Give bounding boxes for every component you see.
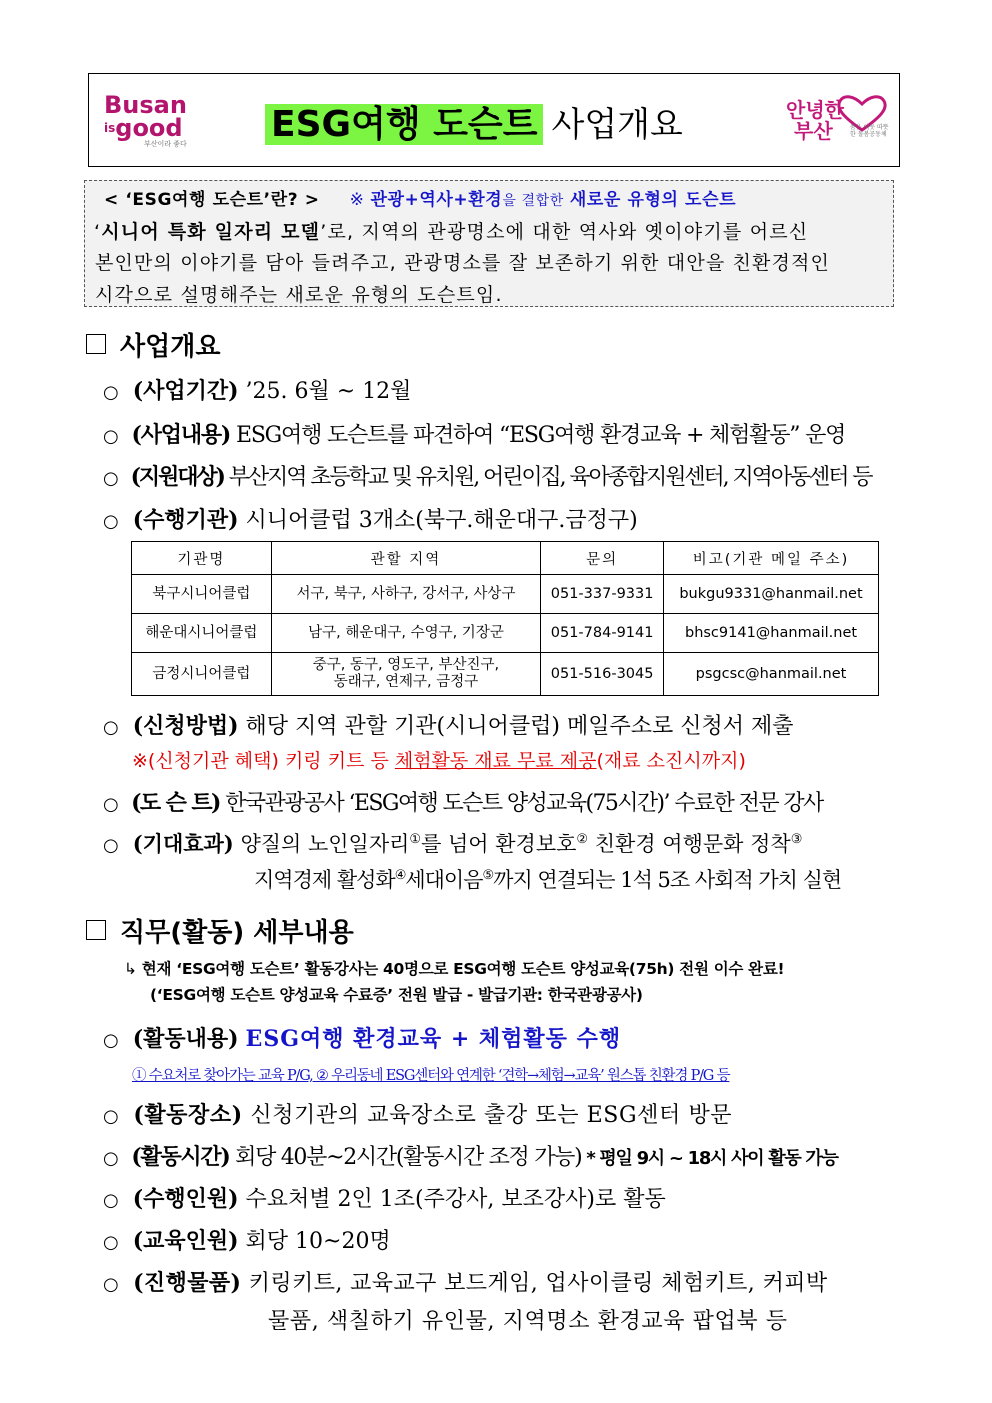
item-activity: ○ (활동내용) ESG여행 환경교육 + 체험활동 수행 — [103, 1026, 622, 1052]
cell-area: 중구, 동구, 영도구, 부산진구, 동래구, 연제구, 금정구 — [271, 653, 540, 696]
logo-tagline: 부산이라 좋다 — [144, 140, 187, 148]
cell-name: 금정시니어클럽 — [132, 653, 272, 696]
item-place: ○ (활동장소) 신청기관의 교육장소로 출강 또는 ESG센터 방문 — [103, 1102, 733, 1128]
instructor-note-1: ↳ 현재 ‘ESG여행 도슨트’ 활동강사는 40명으로 ESG여행 도슨트 양성교육(75h) 전원 이수 완료! — [124, 960, 785, 978]
intro-heading-line: < ‘ESG여행 도슨트’란? > ※ 관광+역사+환경을 결합한 새로운 유형의 도슨트 — [104, 190, 737, 210]
item-time: ○ (활동시간) 회당 40분~2시간(활동시간 조정 가능) * 평일 9시 ~ 18시 사이 활동 가능 — [103, 1144, 838, 1170]
item-target: ○ (지원대상) 부산지역 초등학교 및 유치원, 어린이집, 육아종합지원센터, 지역아동센터 등 — [103, 464, 872, 490]
page-title — [265, 96, 683, 147]
annyeonghan-busan-logo — [786, 96, 896, 156]
checkbox-square-icon — [86, 920, 106, 940]
item-effect: ○ (기대효과) 양질의 노인일자리①를 넘어 환경보호② 친환경 여행문화 정착③ — [103, 831, 803, 856]
col-header-email: 비고(기관 메일 주소) — [664, 542, 879, 575]
intro-line-2: ‘시니어 특화 일자리 모델’로, 지역의 관광명소에 대한 역사와 옛이야기를 어르신 — [94, 221, 809, 243]
checkbox-square-icon — [86, 334, 106, 354]
table-row — [132, 653, 879, 696]
logo-caption: 품은 이웃 따뜻한 돌봄공동체 — [850, 124, 889, 138]
busan-is-good-logo — [104, 93, 194, 153]
item-students: ○ (교육인원) 회당 10~20명 — [103, 1228, 391, 1254]
cell-email[interactable]: bukgu9331@hanmail.net — [664, 575, 879, 614]
intro-line-4: 시각으로 설명해주는 새로운 유형의 도슨트임. — [95, 284, 503, 306]
agency-table — [131, 541, 879, 696]
item-apply: ○ (신청방법) 해당 지역 관할 기관(시니어클럽) 메일주소로 신청서 제출 — [103, 713, 794, 739]
cell-phone: 051-784-9141 — [541, 614, 664, 653]
col-header-contact: 문의 — [541, 542, 664, 575]
cell-email[interactable]: psgcsc@hanmail.net — [664, 653, 879, 696]
cell-area: 남구, 해운대구, 수영구, 기장군 — [271, 614, 540, 653]
cell-phone: 051-516-3045 — [541, 653, 664, 696]
col-header-area: 관할 지역 — [271, 542, 540, 575]
item-content: ○ (사업내용) ESG여행 도슨트를 파견하여 “ESG여행 환경교육 + 체험활동” 운영 — [103, 422, 846, 448]
cell-area: 서구, 북구, 사하구, 강서구, 사상구 — [271, 575, 540, 614]
item-period: ○ (사업기간) ’25. 6월 ~ 12월 — [103, 378, 412, 404]
cell-name: 해운대시니어클럽 — [132, 614, 272, 653]
effect-line-2: 지역경제 활성화④세대이음⑤까지 연결되는 1석 5조 사회적 가치 실현 — [254, 868, 842, 892]
section-title-duties: 직무(활동) 세부내용 — [86, 912, 354, 949]
activity-sub-note: ① 수요처로 찾아가는 교육 P/G, ② 우리동네 ESG센터와 연계한 ‘견학→체험→교육’ 원스톱 친환경 P/G 등 — [132, 1068, 730, 1084]
instructor-note-2: (‘ESG여행 도슨트 양성교육 수료증’ 전원 발급 - 발급기관: 한국관광공사) — [150, 986, 643, 1004]
benefit-note: ※(신청기관 혜택) 키링 키트 등 체험활동 재료 무료 제공(재료 소진시까지) — [132, 750, 746, 772]
logo-busan: Busan — [104, 91, 187, 119]
logo-annyeonghan: 안녕한 — [786, 98, 844, 122]
item-docent: ○ (도 슨 트) 한국관광공사 ‘ESG여행 도슨트 양성교육(75시간)’ 수료한 전문 강사 — [103, 790, 823, 816]
title-rest: 사업개요 — [551, 105, 683, 145]
materials-line-2: 물품, 색칠하기 유인물, 지역명소 환경교육 팝업북 등 — [268, 1309, 788, 1334]
table-header-row — [132, 542, 879, 575]
cell-phone: 051-337-9331 — [541, 575, 664, 614]
item-agency: ○ (수행기관) 시니어클럽 3개소(북구.해운대구.금정구) — [103, 507, 638, 533]
table-row — [132, 614, 879, 653]
cell-name: 북구시니어클럽 — [132, 575, 272, 614]
logo-is-good: $^{is}$good — [104, 114, 183, 142]
cell-email[interactable]: bhsc9141@hanmail.net — [664, 614, 879, 653]
table-row — [132, 575, 879, 614]
item-materials: ○ (진행물품) 키링키트, 교육교구 보드게임, 업사이클링 체험키트, 커피박 — [103, 1270, 828, 1296]
title-highlight: ESG여행 도슨트 — [265, 104, 543, 145]
col-header-name: 기관명 — [132, 542, 272, 575]
intro-line-3: 본인만의 이야기를 담아 들려주고, 관광명소를 잘 보존하기 위한 대안을 친환경적인 — [95, 252, 831, 274]
item-staff: ○ (수행인원) 수요처별 2인 1조(주강사, 보조강사)로 활동 — [103, 1186, 666, 1212]
logo-busan-kr: 부산 — [794, 119, 833, 143]
section-title-overview: 사업개요 — [86, 326, 220, 363]
